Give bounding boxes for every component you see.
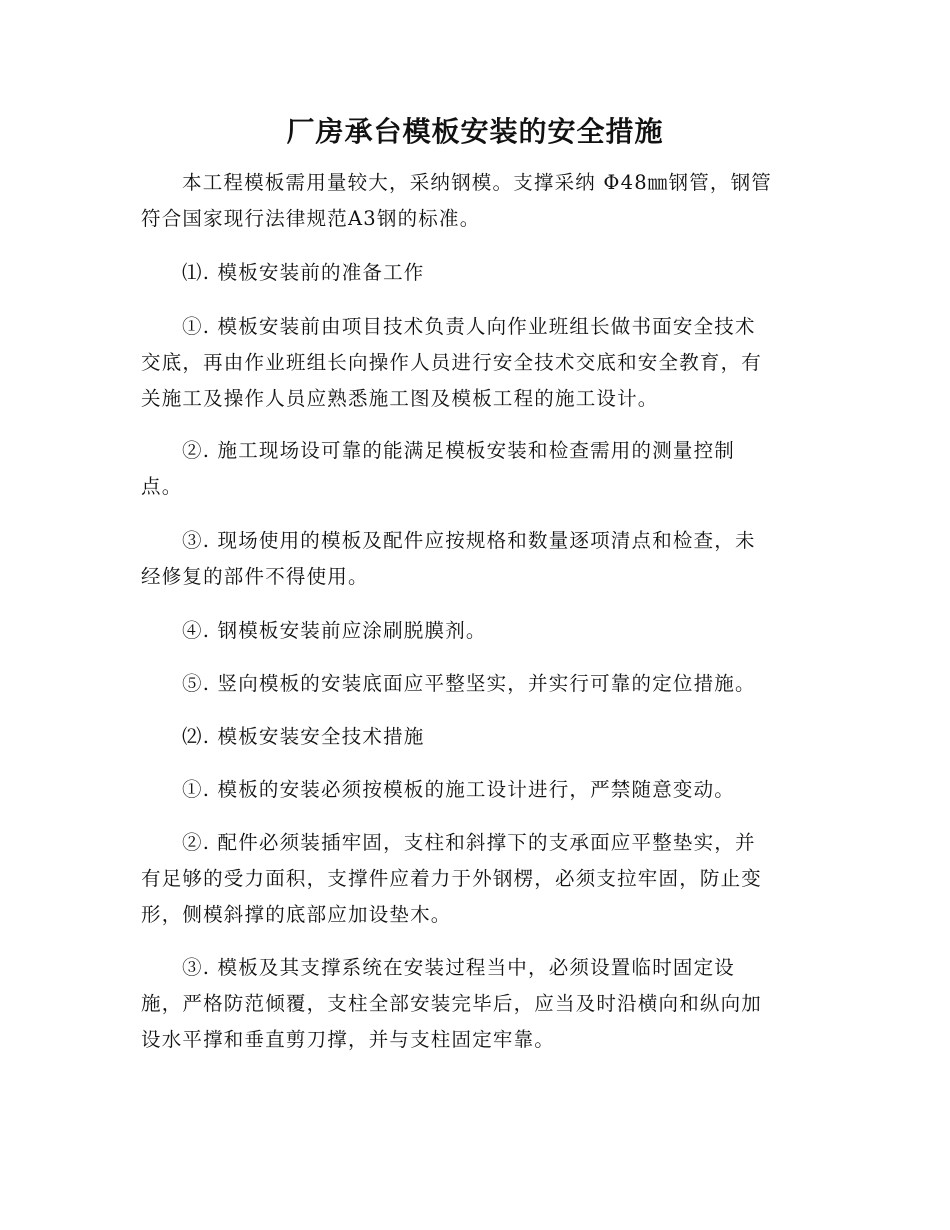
section-heading-safety xyxy=(141,719,807,755)
text-line: ⑴. 模板安装前的准备工作 xyxy=(182,261,425,284)
paragraph-item-2 xyxy=(141,433,807,505)
paragraph-item-5 xyxy=(141,666,807,702)
paragraph-intro xyxy=(141,165,807,237)
text-line: 点。 xyxy=(141,475,183,498)
text-line: 设水平撑和垂直剪刀撑，并与支柱固定牢靠。 xyxy=(141,1028,556,1051)
text-line: ⑵. 模板安装安全技术措施 xyxy=(182,725,425,748)
section-heading-preparation xyxy=(141,255,807,291)
paragraph-safety-2 xyxy=(141,825,807,933)
text-line: ③. 现场使用的模板及配件应按规格和数量逐项清点和检查，未 xyxy=(182,529,756,552)
text-line: ①. 模板安装前由项目技术负责人向作业班组长做书面安全技术 xyxy=(182,315,756,338)
text-line: ⑤. 竖向模板的安装底面应平整坚实，并实行可靠的定位措施。 xyxy=(182,672,756,695)
paragraph-safety-1 xyxy=(141,772,807,808)
text-line: ①. 模板的安装必须按模板的施工设计进行，严禁随意变动。 xyxy=(182,778,735,801)
text-line: 形，侧模斜撑的底部应加设垫木。 xyxy=(141,903,452,926)
text-line: ③. 模板及其支撑系统在安装过程当中，必须设置临时固定设 xyxy=(182,956,735,979)
text-line: 交底，再由作业班组长向操作人员进行安全技术交底和安全教育，有 xyxy=(141,351,763,374)
text-line: 本工程模板需用量较大，采纳钢模。支撑采纳 Φ48㎜钢管，钢管 xyxy=(182,171,772,194)
text-line: ④. 钢模板安装前应涂刷脱膜剂。 xyxy=(182,619,487,642)
text-line: ②. 配件必须装插牢固，支柱和斜撑下的支承面应平整垫实，并 xyxy=(182,831,756,854)
text-line: 关施工及操作人员应熟悉施工图及模板工程的施工设计。 xyxy=(141,387,659,410)
text-line: 符合国家现行法律规范A3钢的标准。 xyxy=(141,207,481,230)
text-line: 施，严格防范倾覆，支柱全部安装完毕后，应当及时沿横向和纵向加 xyxy=(141,992,763,1015)
document-title: 厂房承台模板安装的安全措施 xyxy=(286,115,664,148)
text-line: 经修复的部件不得使用。 xyxy=(141,565,369,588)
paragraph-item-4 xyxy=(141,613,807,649)
text-line: ②. 施工现场设可靠的能满足模板安装和检查需用的测量控制 xyxy=(182,439,735,462)
paragraph-item-3 xyxy=(141,523,807,595)
text-line: 有足够的受力面积，支撑件应着力于外钢楞，必须支拉牢固，防止变 xyxy=(141,867,763,890)
paragraph-item-1 xyxy=(141,309,807,417)
paragraph-safety-3 xyxy=(141,950,807,1058)
